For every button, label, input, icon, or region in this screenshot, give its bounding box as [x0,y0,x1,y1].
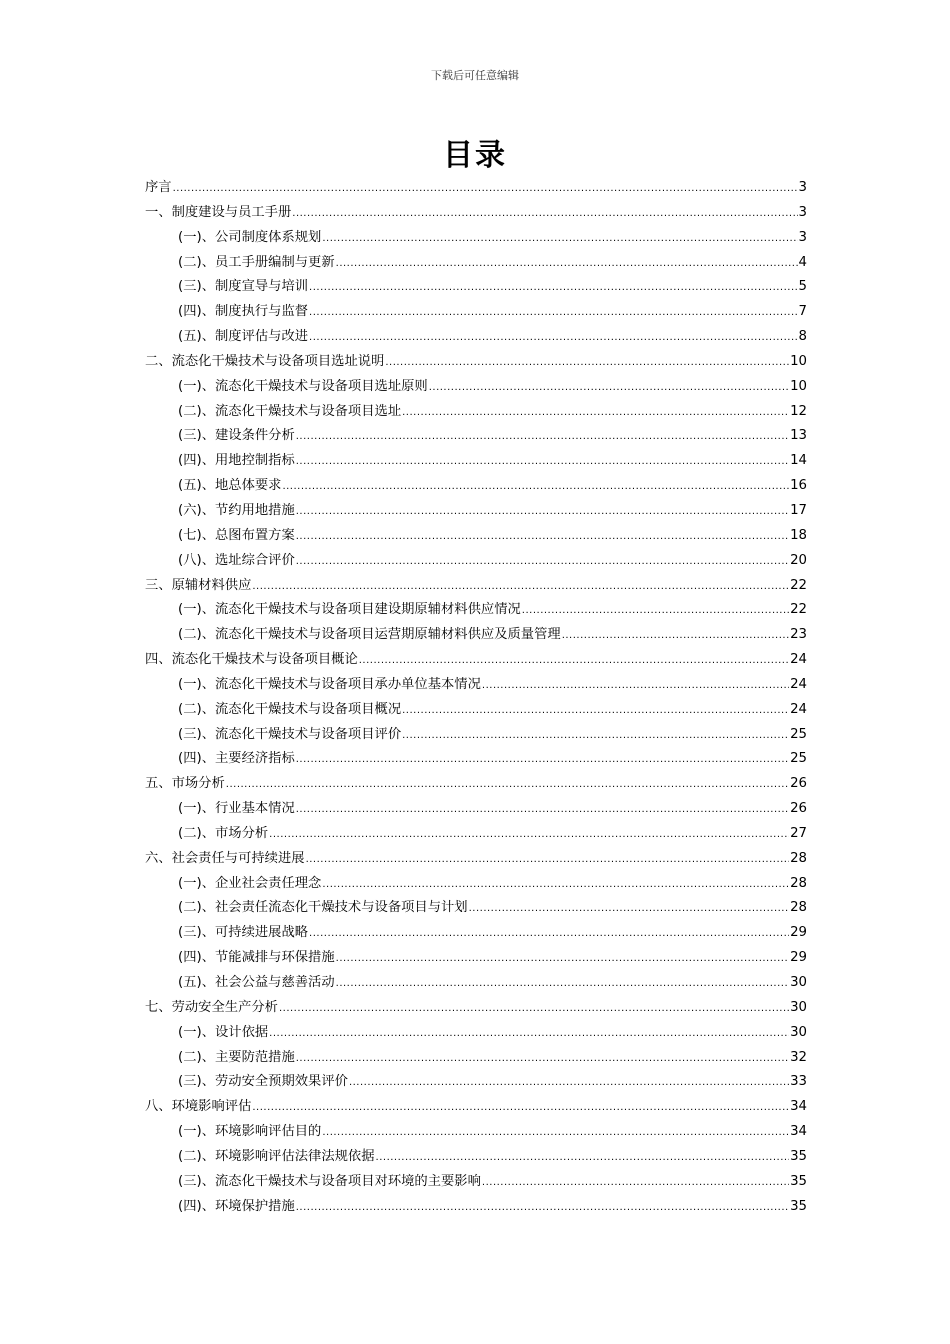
toc-entry-title: (七)、总图布置方案 [178,527,295,543]
toc-entry-page-number: 28 [790,900,807,916]
toc-entry-page-number: 23 [790,627,807,643]
toc-entry-title: (八)、选址综合评价 [178,552,295,568]
dot-leader [292,202,797,227]
dot-leader [376,1146,790,1171]
toc-entry-title: (一)、流态化干燥技术与设备项目承办单位基本情况 [178,676,481,692]
toc-entry-title: 八、环境影响评估 [145,1099,252,1115]
toc-entry[interactable] [145,1070,807,1095]
toc-entry-page-number: 12 [790,403,807,419]
toc-entry-title: (一)、流态化干燥技术与设备项目建设期原辅材料供应情况 [178,602,521,618]
dot-leader [322,873,789,898]
toc-entry[interactable] [145,673,807,698]
toc-entry-title: (一)、环境影响评估目的 [178,1124,322,1140]
dot-leader [402,401,789,426]
toc-entry-page-number: 35 [790,1173,807,1189]
dot-leader [349,1071,789,1096]
dot-leader [269,1022,789,1047]
toc-entry-title: (一)、设计依据 [178,1024,269,1040]
toc-entry-title: (四)、环境保护措施 [178,1198,295,1214]
toc-entry[interactable] [145,350,807,375]
dot-leader [482,674,789,699]
toc-entry-page-number: 10 [790,378,807,394]
dot-leader [296,1047,789,1072]
toc-entry-page-number: 20 [790,552,807,568]
toc-entry-page-number: 34 [790,1099,807,1115]
dot-leader [359,649,789,674]
toc-entry-page-number: 4 [798,254,807,270]
toc-entry[interactable] [145,623,807,648]
toc-entry[interactable] [145,499,807,524]
toc-entry-title: (一)、行业基本情况 [178,801,295,817]
toc-entry-title: (二)、员工手册编制与更新 [178,254,335,270]
toc-entry-page-number: 14 [790,453,807,469]
toc-entry[interactable] [145,449,807,474]
toc-entry-page-number: 3 [798,204,807,220]
toc-entry-title: (三)、建设条件分析 [178,428,295,444]
dot-leader [296,450,789,475]
toc-entry-page-number: 35 [790,1198,807,1214]
dot-leader [309,301,797,326]
dot-leader [296,550,789,575]
dot-leader [296,798,789,823]
toc-entry[interactable] [145,400,807,425]
dot-leader [306,848,790,873]
dot-leader [296,748,789,773]
toc-entry-page-number: 25 [790,751,807,767]
toc-entry[interactable] [145,176,807,201]
toc-entry-title: (三)、劳动安全预期效果评价 [178,1074,348,1090]
dot-leader [322,1121,789,1146]
toc-entry-page-number: 24 [790,701,807,717]
toc-entry-page-number: 5 [798,279,807,295]
dot-leader [269,823,789,848]
toc-entry-title: (六)、节约用地措施 [178,502,295,518]
toc-entry-title: 六、社会责任与可持续进展 [145,850,305,866]
toc-entry[interactable] [145,797,807,822]
toc-entry-title: (二)、社会责任流态化干燥技术与设备项目与计划 [178,900,468,916]
toc-entry-page-number: 30 [790,1024,807,1040]
toc-entry-title: (五)、地总体要求 [178,478,282,494]
dot-leader [296,425,789,450]
dot-leader [279,997,789,1022]
toc-entry-page-number: 3 [798,180,807,195]
toc-entry[interactable] [145,648,807,673]
toc-entry[interactable] [145,1145,807,1170]
toc-entry[interactable] [145,723,807,748]
toc-entry-page-number: 28 [790,850,807,866]
toc-entry-page-number: 26 [790,776,807,792]
toc-entry-page-number: 3 [798,229,807,245]
toc-entry[interactable] [145,822,807,847]
dot-leader [252,575,789,600]
toc-entry-page-number: 30 [790,999,807,1015]
dot-leader [252,1096,789,1121]
dot-leader [402,724,789,749]
toc-entry-title: (五)、制度评估与改进 [178,329,309,345]
toc-entry-page-number: 28 [790,875,807,891]
toc-entry-title: (三)、可持续进展战略 [178,925,309,941]
dot-leader [296,500,789,525]
toc-entry-page-number: 8 [798,329,807,345]
toc-entry-title: (二)、市场分析 [178,825,269,841]
toc-entry[interactable] [145,847,807,872]
toc-entry-page-number: 17 [790,502,807,518]
toc-entry[interactable] [145,772,807,797]
toc-entry-title: 一、制度建设与员工手册 [145,204,292,220]
toc-entry-page-number: 35 [790,1148,807,1164]
toc-entry[interactable] [145,698,807,723]
toc-entry-page-number: 16 [790,478,807,494]
toc-entry-page-number: 22 [790,602,807,618]
dot-leader [309,276,797,301]
toc-entry-page-number: 22 [790,577,807,593]
toc-entry-page-number: 7 [798,304,807,320]
toc-entry[interactable] [145,996,807,1021]
dot-leader [296,525,789,550]
toc-entry-page-number: 18 [790,527,807,543]
toc-entry-title: (二)、环境影响评估法律法规依据 [178,1148,375,1164]
toc-entry[interactable] [145,1120,807,1145]
toc-entry[interactable] [145,275,807,300]
toc-entry-title: (三)、流态化干燥技术与设备项目评价 [178,726,402,742]
dot-leader [429,376,789,401]
page-header: 下载后可任意编辑 [431,69,519,82]
toc-entry-title: (二)、流态化干燥技术与设备项目运营期原辅材料供应及质量管理 [178,627,561,643]
dot-leader [309,922,789,947]
toc-entry[interactable] [145,1195,807,1220]
dot-leader [336,252,798,277]
toc-entry-page-number: 29 [790,925,807,941]
toc-entry[interactable] [145,424,807,449]
toc-entry-title: 五、市场分析 [145,776,225,792]
toc-entry-page-number: 25 [790,726,807,742]
toc-entry-title: 序言 [145,180,172,195]
toc-entry-title: 二、流态化干燥技术与设备项目选址说明 [145,353,385,369]
toc-entry[interactable] [145,375,807,400]
table-of-contents [145,176,807,1219]
toc-entry-title: (四)、用地控制指标 [178,453,295,469]
toc-entry-title: (四)、节能减排与环保措施 [178,950,335,966]
toc-entry[interactable] [145,872,807,897]
dot-leader [226,773,789,798]
toc-entry[interactable] [145,1046,807,1071]
toc-entry-page-number: 10 [790,353,807,369]
dot-leader [402,699,789,724]
dot-leader [336,972,789,997]
toc-entry-title: (二)、流态化干燥技术与设备项目选址 [178,403,402,419]
toc-entry[interactable] [145,1170,807,1195]
dot-leader [482,1171,789,1196]
toc-entry[interactable] [145,251,807,276]
toc-entry-title: 三、原辅材料供应 [145,577,252,593]
toc-entry-page-number: 29 [790,950,807,966]
toc-entry[interactable] [145,971,807,996]
toc-entry[interactable] [145,747,807,772]
toc-entry[interactable] [145,598,807,623]
toc-entry-title: (三)、流态化干燥技术与设备项目对环境的主要影响 [178,1173,481,1189]
toc-entry[interactable] [145,574,807,599]
toc-entry-title: 七、劳动安全生产分析 [145,999,278,1015]
dot-leader [309,326,797,351]
toc-entry-page-number: 24 [790,676,807,692]
dot-leader [282,475,789,500]
toc-entry-page-number: 26 [790,801,807,817]
toc-entry[interactable] [145,474,807,499]
dot-leader [296,1196,789,1221]
toc-entry-title: (五)、社会公益与慈善活动 [178,975,335,990]
toc-entry-page-number: 30 [790,975,807,990]
toc-entry-title: (四)、主要经济指标 [178,751,295,767]
toc-entry-title: (一)、公司制度体系规划 [178,229,322,245]
toc-entry[interactable] [145,921,807,946]
toc-entry-title: (二)、流态化干燥技术与设备项目概况 [178,701,402,717]
dot-leader [562,624,789,649]
dot-leader [173,177,798,202]
dot-leader [322,227,797,252]
toc-entry-page-number: 13 [790,428,807,444]
toc-entry-page-number: 24 [790,652,807,668]
toc-entry-title: (三)、制度宣导与培训 [178,279,309,295]
toc-entry-title: (二)、主要防范措施 [178,1049,295,1065]
toc-entry[interactable] [145,226,807,251]
toc-entry-title: (四)、制度执行与监督 [178,304,309,320]
toc-entry[interactable] [145,896,807,921]
toc-entry[interactable] [145,1021,807,1046]
toc-entry-page-number: 32 [790,1049,807,1065]
toc-entry-title: 四、流态化干燥技术与设备项目概论 [145,652,358,668]
page-title: 目录 [443,138,507,173]
dot-leader [336,947,789,972]
toc-entry[interactable] [145,1095,807,1120]
toc-entry[interactable] [145,201,807,226]
toc-entry-page-number: 34 [790,1124,807,1140]
dot-leader [522,599,789,624]
toc-entry-page-number: 27 [790,825,807,841]
toc-entry-title: (一)、企业社会责任理念 [178,875,322,891]
toc-entry-title: (一)、流态化干燥技术与设备项目选址原则 [178,378,428,394]
dot-leader [469,897,789,922]
dot-leader [385,351,789,376]
toc-entry[interactable] [145,325,807,350]
toc-entry-page-number: 33 [790,1074,807,1090]
toc-entry[interactable] [145,946,807,971]
toc-entry[interactable] [145,549,807,574]
toc-entry[interactable] [145,300,807,325]
toc-entry[interactable] [145,524,807,549]
